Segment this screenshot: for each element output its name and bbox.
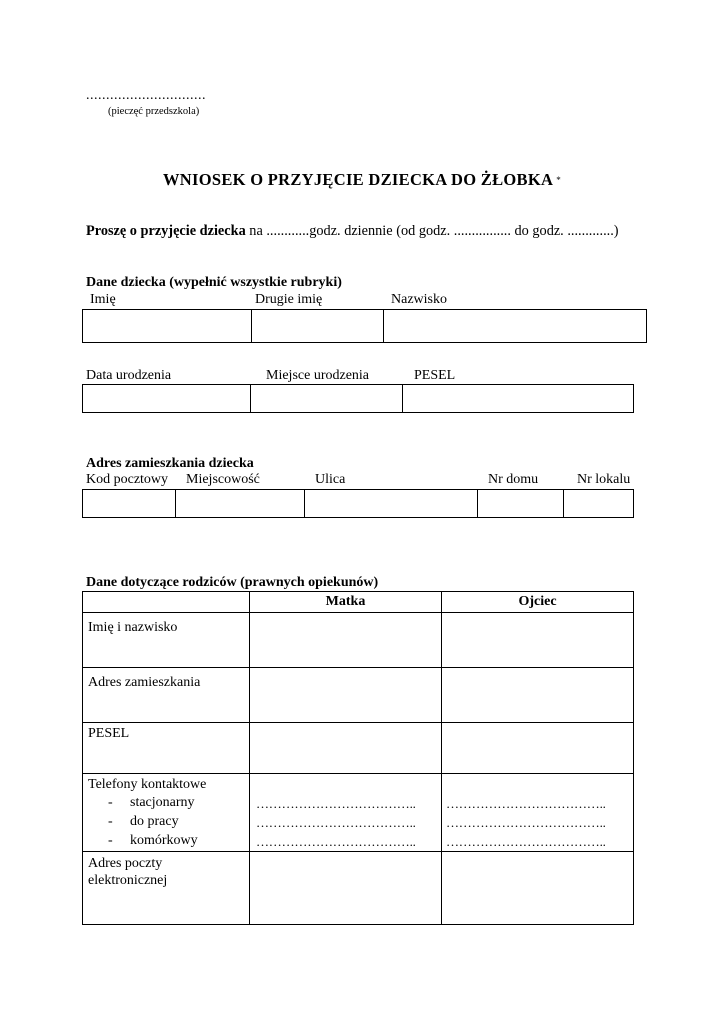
request-line — [86, 223, 619, 240]
child-name-table — [82, 309, 647, 343]
label-town: Miejscowość — [186, 472, 260, 487]
form-title-text: WNIOSEK O PRZYJĘCIE DZIECKA DO ŻŁOBKA — [162, 170, 554, 189]
request-hours[interactable]: na ............godz. dziennie (od godz. ................ do godz. .............) — [245, 223, 619, 239]
address-table — [82, 489, 634, 518]
mother-email-field[interactable] — [250, 852, 442, 925]
first-name-field[interactable] — [83, 310, 252, 343]
apartment-number-field[interactable] — [564, 490, 634, 518]
mother-phone-mobile[interactable]: ……………………………….. — [256, 834, 416, 849]
request-bold: Proszę o przyjęcie dziecka — [86, 223, 246, 239]
mother-phone-work[interactable]: ……………………………….. — [256, 815, 416, 830]
parents-table — [82, 591, 634, 925]
label-postal-code: Kod pocztowy — [86, 472, 169, 487]
phone-type-list — [88, 793, 245, 850]
father-name-field[interactable] — [442, 613, 634, 668]
stamp-label: (pieczęć przedszkola) — [108, 106, 200, 117]
house-number-field[interactable] — [478, 490, 564, 518]
father-phones-cell — [442, 774, 634, 852]
label-apartment-number: Nr lokalu — [577, 472, 631, 487]
label-birth-date: Data urodzenia — [86, 368, 172, 383]
street-field[interactable] — [305, 490, 478, 518]
father-phone-mobile[interactable]: ……………………………….. — [446, 834, 606, 849]
label-middle-name: Drugie imię — [255, 292, 323, 307]
surname-field[interactable] — [384, 310, 647, 343]
label-house-number: Nr domu — [488, 472, 539, 487]
town-field[interactable] — [176, 490, 305, 518]
mother-address-field[interactable] — [250, 668, 442, 723]
phone-type-mobile: - komórkowy — [108, 831, 245, 850]
phone-type-work: - do pracy — [108, 812, 245, 831]
label-birth-place: Miejsce urodzenia — [266, 368, 370, 383]
label-first-name: Imię — [90, 292, 116, 307]
label-pesel: PESEL — [414, 368, 456, 383]
mother-phones-cell — [250, 774, 442, 852]
postal-code-field[interactable] — [83, 490, 176, 518]
mother-pesel-field[interactable] — [250, 723, 442, 774]
row-label-name: Imię i nazwisko — [83, 613, 250, 668]
row-label-pesel: PESEL — [83, 723, 250, 774]
mother-name-field[interactable] — [250, 613, 442, 668]
father-phone-work[interactable]: ……………………………….. — [446, 815, 606, 830]
label-street: Ulica — [315, 472, 346, 487]
mother-phone-landline[interactable]: ……………………………….. — [256, 796, 416, 811]
col-mother-header: Matka — [250, 592, 442, 613]
father-pesel-field[interactable] — [442, 723, 634, 774]
stamp-dotted-line: .............................. — [86, 88, 206, 103]
father-phone-landline[interactable]: ……………………………….. — [446, 796, 606, 811]
parents-heading: Dane dotyczące rodziców (prawnych opiekunów) — [86, 575, 379, 590]
birth-date-field[interactable] — [83, 385, 251, 413]
child-birth-table — [82, 384, 634, 413]
row-label-email: Adres poczty elektronicznej — [83, 852, 250, 925]
phones-label: Telefony kontaktowe — [88, 777, 207, 792]
col-father-header: Ojciec — [442, 592, 634, 613]
child-pesel-field[interactable] — [403, 385, 634, 413]
header-empty-cell — [83, 592, 250, 613]
label-surname: Nazwisko — [391, 292, 447, 307]
birth-place-field[interactable] — [251, 385, 403, 413]
middle-name-field[interactable] — [252, 310, 384, 343]
form-title — [0, 170, 724, 190]
father-email-field[interactable] — [442, 852, 634, 925]
father-address-field[interactable] — [442, 668, 634, 723]
row-label-phones — [83, 774, 250, 852]
address-heading: Adres zamieszkania dziecka — [86, 456, 254, 471]
child-data-heading: Dane dziecka (wypełnić wszystkie rubryki) — [86, 275, 342, 290]
phone-type-landline: - stacjonarny — [108, 793, 245, 812]
footnote-mark: * — [556, 175, 562, 185]
row-label-address: Adres zamieszkania — [83, 668, 250, 723]
